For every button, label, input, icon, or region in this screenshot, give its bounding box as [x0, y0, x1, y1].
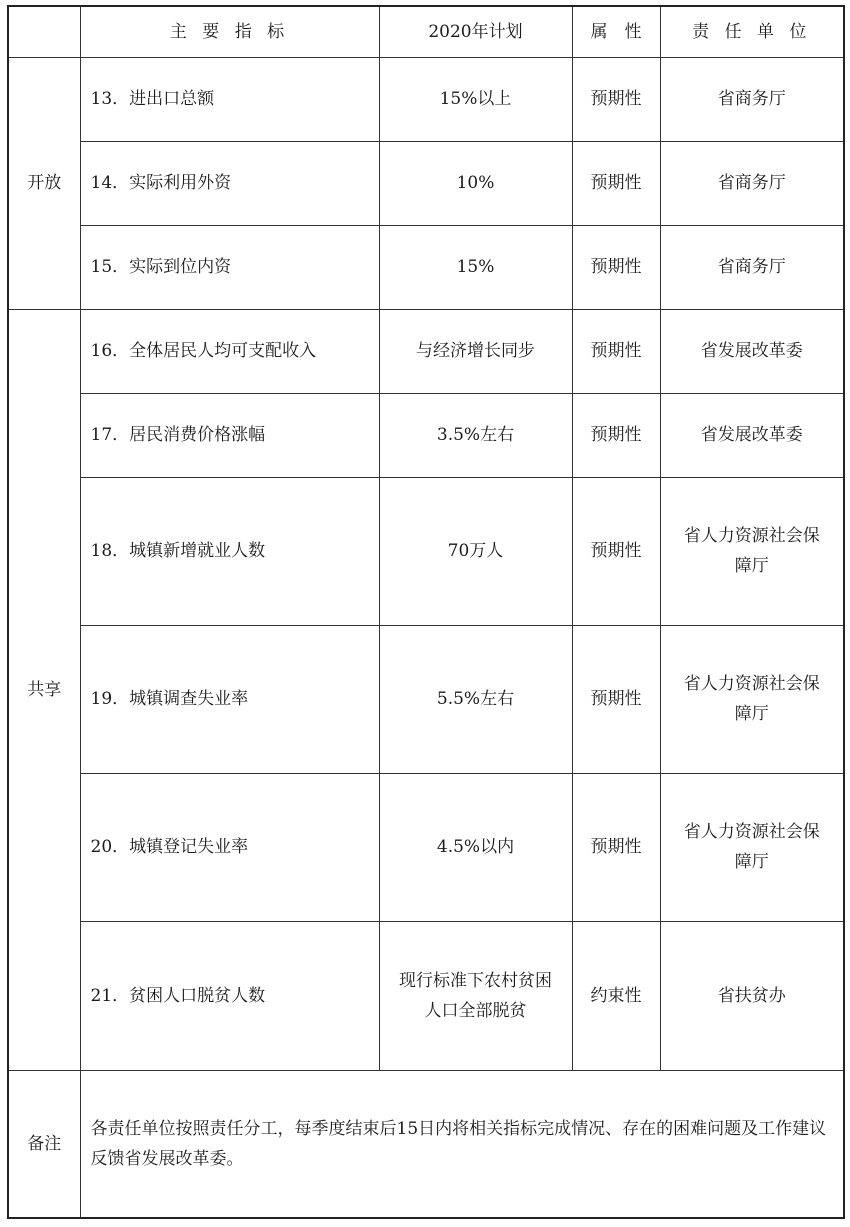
plan-cell: 10%: [379, 141, 572, 225]
indicator-cell: 17．居民消费价格涨幅: [80, 393, 379, 477]
plan-cell: 3.5%左右: [379, 393, 572, 477]
indicator-cell: 21．贫困人口脱贫人数: [80, 921, 379, 1070]
table-row: [8, 309, 844, 393]
plan-cell: 4.5%以内: [379, 773, 572, 921]
plan-cell: 15%以上: [379, 57, 572, 141]
attribute-cell: 预期性: [572, 57, 660, 141]
indicator-cell: 13．进出口总额: [80, 57, 379, 141]
table-row: [8, 773, 844, 921]
table-row: [8, 477, 844, 625]
header-attribute: 属 性: [572, 6, 660, 57]
table-row: [8, 393, 844, 477]
indicator-cell: 18．城镇新增就业人数: [80, 477, 379, 625]
unit-cell: 省商务厅: [660, 141, 844, 225]
group-remarks: 备注: [8, 1070, 80, 1218]
attribute-cell: 预期性: [572, 309, 660, 393]
attribute-cell: 预期性: [572, 625, 660, 773]
attribute-cell: 预期性: [572, 225, 660, 309]
indicator-cell: 16．全体居民人均可支配收入: [80, 309, 379, 393]
indicator-cell: 20．城镇登记失业率: [80, 773, 379, 921]
attribute-cell: 预期性: [572, 773, 660, 921]
indicator-cell: 14．实际利用外资: [80, 141, 379, 225]
table-row: [8, 225, 844, 309]
table-row: [8, 57, 844, 141]
group-share: 共享: [8, 309, 80, 1070]
plan-cell: 70万人: [379, 477, 572, 625]
plan-cell: 现行标准下农村贫困人口全部脱贫: [379, 921, 572, 1070]
table-row: [8, 625, 844, 773]
unit-cell: 省发展改革委: [660, 393, 844, 477]
header-indicator: 主 要 指 标: [80, 6, 379, 57]
plan-cell: 与经济增长同步: [379, 309, 572, 393]
table-row: [8, 141, 844, 225]
plan-cell: 15%: [379, 225, 572, 309]
remarks-row: [8, 1070, 844, 1218]
attribute-cell: 约束性: [572, 921, 660, 1070]
header-plan: 2020年计划: [379, 6, 572, 57]
unit-cell: 省人力资源社会保障厅: [660, 477, 844, 625]
attribute-cell: 预期性: [572, 393, 660, 477]
unit-cell: 省发展改革委: [660, 309, 844, 393]
attribute-cell: 预期性: [572, 477, 660, 625]
indicator-cell: 15．实际到位内资: [80, 225, 379, 309]
unit-cell: 省商务厅: [660, 225, 844, 309]
indicator-cell: 19．城镇调查失业率: [80, 625, 379, 773]
header-row: [8, 6, 844, 57]
plan-cell: 5.5%左右: [379, 625, 572, 773]
unit-cell: 省人力资源社会保障厅: [660, 625, 844, 773]
group-open: 开放: [8, 57, 80, 309]
unit-cell: 省商务厅: [660, 57, 844, 141]
unit-cell: 省扶贫办: [660, 921, 844, 1070]
attribute-cell: 预期性: [572, 141, 660, 225]
header-category: [8, 6, 80, 57]
header-unit: 责 任 单 位: [660, 6, 844, 57]
remarks-text: 各责任单位按照责任分工，每季度结束后15日内将相关指标完成情况、存在的困难问题及工作建议反馈省发展改革委。: [80, 1070, 844, 1218]
indicator-table: [7, 5, 845, 1219]
table-row: [8, 921, 844, 1070]
unit-cell: 省人力资源社会保障厅: [660, 773, 844, 921]
